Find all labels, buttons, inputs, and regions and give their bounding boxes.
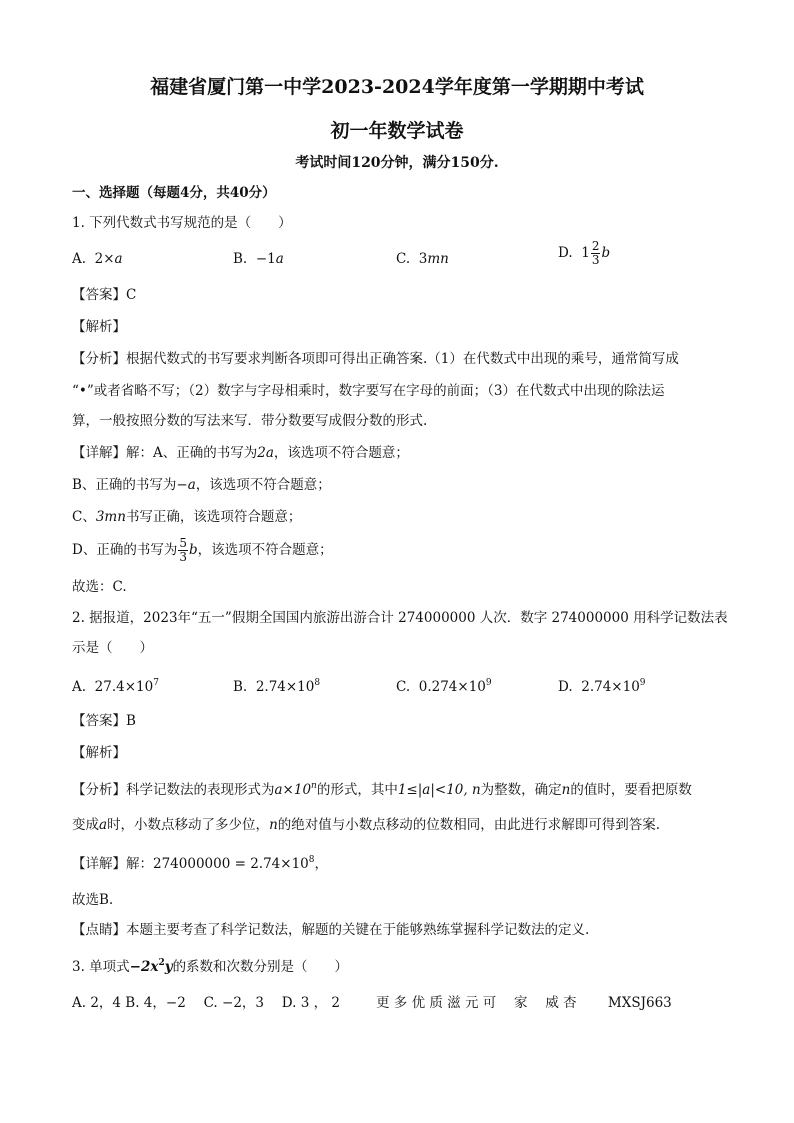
q1-option-d[interactable]: D. 1 $\frac{2}{3}$ b: [558, 239, 611, 267]
q1-detail-c: C、3mn书写正确，该选项符合题意；: [72, 509, 302, 525]
q1-stem: 1. 下列代数式书写规范的是（ ）: [72, 215, 292, 231]
q1-option-b[interactable]: B. −1a: [233, 251, 284, 267]
q2-option-b[interactable]: B. $2.74\times 10^8$: [233, 678, 321, 695]
q2-comment: 【点睛】本题主要考查了科学记数法，解题的关键在于能够熟练掌握科学记数法的定义.: [72, 922, 590, 938]
q2-analysis-line-1: 【分析】科学记数法的表现形式为$a\times 10^n$的形式，其中1≤|a|<10, n为整数，确定n的值时，要看把原数: [72, 781, 692, 798]
fraction: $\frac{5}{3}$: [179, 536, 187, 564]
q1-analysis-line-2: “•”或者省略不写；（2）数字与字母相乘时，数字要写在字母的前面；（3）在代数式中出现的除法运: [72, 383, 665, 399]
exam-info: 考试时间120分钟，满分150分.: [295, 155, 499, 171]
q1-conclusion: 故选：C.: [72, 579, 127, 595]
watermark-text: 更 多 优 质 滋 元 可 家 威 杏 MXSJ663: [376, 995, 672, 1011]
q2-conclusion: 故选B.: [72, 892, 114, 908]
q1-detail-a: 【详解】解：A、正确的书写为2a，该选项不符合题意；: [72, 445, 409, 461]
q1-analysis-line-1: 【分析】根据代数式的书写要求判断各项即可得出正确答案.（1）在代数式中出现的乘号，通常简写成: [72, 351, 679, 367]
q1-option-c[interactable]: C. 3mn: [396, 251, 449, 267]
q1-detail-d: D、正确的书写为 $\frac{5}{3}$ b，该选项不符合题意；: [72, 536, 333, 564]
q1-option-a[interactable]: A. 2×a: [72, 251, 123, 267]
q2-analysis-label: 【解析】: [72, 745, 126, 761]
document-title: 福建省厦门第一中学2023-2024学年度第一学期期中考试: [150, 76, 644, 98]
q1-detail-b: B、正确的书写为−a，该选项不符合题意；: [72, 477, 331, 493]
q2-analysis-line-2: 变成a时，小数点移动了多少位，n的绝对值与小数点移动的位数相同，由此进行求解即可得到答案.: [72, 817, 661, 833]
section-heading: 一、选择题（每题4分，共40分）: [72, 185, 276, 201]
q1-answer: 【答案】C: [72, 287, 137, 303]
q2-stem-line-1: 2. 据报道，2023年“五一”假期全国国内旅游出游合计 274000000 人次．数字 274000000 用科学记数法表: [72, 610, 728, 626]
q2-option-a[interactable]: A. $27.4\times 10^7$: [72, 678, 159, 695]
q3-options[interactable]: A. 2，4 B. 4，−2 C. −2，3 D. 3 ， 2: [72, 995, 340, 1011]
q2-stem-line-2: 示是（ ）: [72, 640, 153, 656]
q1-analysis-label: 【解析】: [72, 319, 126, 335]
q2-option-c[interactable]: C. $0.274\times 10^9$: [396, 678, 492, 695]
q2-option-d[interactable]: D. $2.74\times 10^9$: [558, 678, 646, 695]
document-subtitle: 初一年数学试卷: [330, 120, 464, 142]
q2-detail: 【详解】解：$274000000 = 2.74\times 10^8$，: [72, 855, 328, 872]
q2-answer: 【答案】B: [72, 713, 136, 729]
q3-stem: 3. 单项式$-2x^2y$的系数和次数分别是（ ）: [72, 958, 349, 975]
mixed-fraction: $\frac{2}{3}$: [591, 239, 600, 267]
q1-analysis-line-3: 算，一般按照分数的写法来写．带分数要写成假分数的形式.: [72, 413, 428, 429]
